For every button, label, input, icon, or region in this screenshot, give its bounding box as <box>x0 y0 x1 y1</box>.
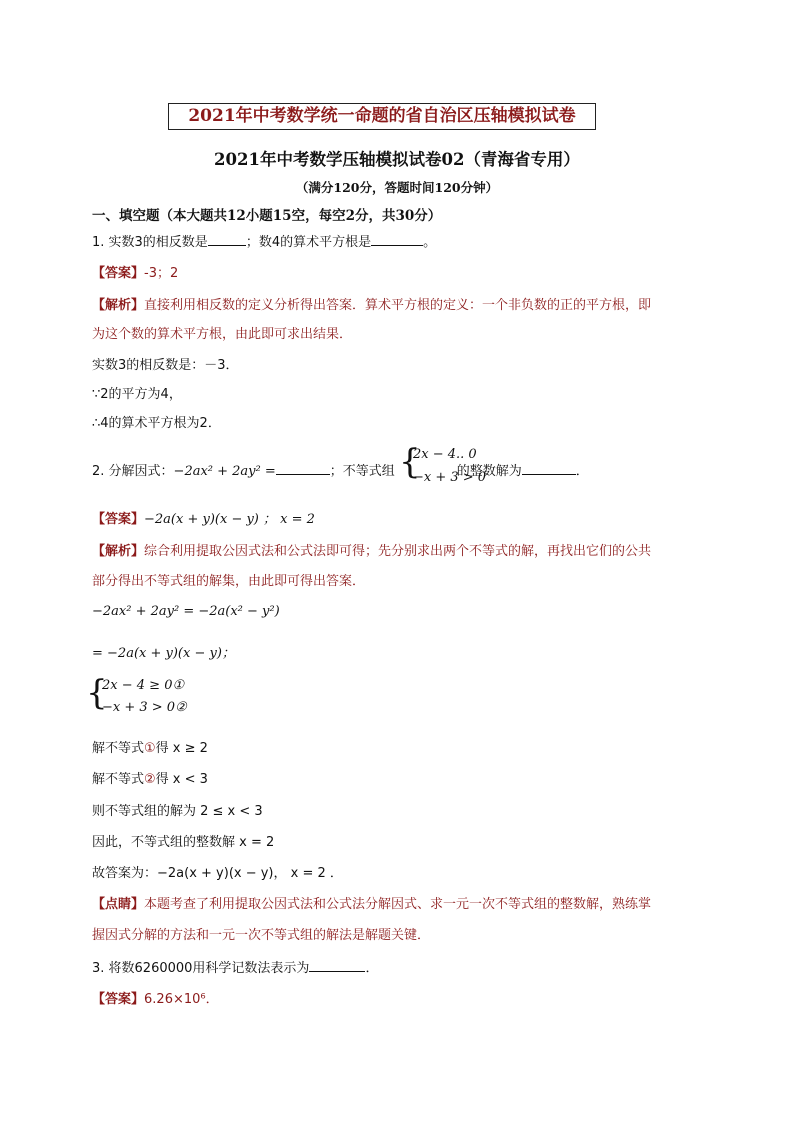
q2-comment-cont: 握因式分解的方法和一元一次不等式组的解法是解题关键． <box>92 928 431 943</box>
answer-blank <box>371 233 423 246</box>
q2-solution-step: 则不等式组的解为 2 ≤ x < 3 <box>92 804 263 819</box>
inequality-1: 2x − 4 ≥ 0① <box>102 678 185 693</box>
inequality-system-top: 2x − 4.. 0 <box>413 447 477 462</box>
q1-step: 实数3的相反数是：－3． <box>92 358 239 373</box>
q2-analysis: 【解析】综合利用提取公因式法和公式法即可得；先分别求出两个不等式的解，再找出它们的公共 <box>92 544 652 559</box>
q2-solution-step: 解不等式②得 x < 3 <box>92 772 208 787</box>
answer-blank <box>276 462 330 475</box>
q3-answer: 【答案】6.26×10⁶． <box>92 992 219 1007</box>
q2-solution-step: 解不等式①得 x ≥ 2 <box>92 741 208 756</box>
question-2: 2. 分解因式：−2ax² + 2ay² = ；不等式组 的整数解为 ． <box>92 464 589 479</box>
answer-blank <box>309 959 365 972</box>
answer-blank <box>208 233 246 246</box>
inequality-system-bottom: −x + 3 > 0 <box>413 470 487 485</box>
q1-analysis-cont: 为这个数的算术平方根，由此即可求出结果． <box>92 327 353 342</box>
q2-solution-step: 因此，不等式组的整数解 x = 2 <box>92 835 275 850</box>
question-3: 3. 将数6260000用科学记数法表示为 ． <box>92 961 379 976</box>
section-heading: 一、填空题（本大题共12小题15空，每空2分，共30分） <box>92 208 442 224</box>
brace-icon: { <box>399 442 421 482</box>
q2-answer: 【答案】−2a(x + y)(x − y) ； x = 2 <box>92 512 315 527</box>
q2-final-answer: 故答案为：−2a(x + y)(x − y)， x = 2 ． <box>92 866 343 881</box>
brace-icon: { <box>86 673 108 713</box>
q2-analysis-cont: 部分得出不等式组的解集，由此即可得出答案． <box>92 574 366 589</box>
exam-series-banner: 2021年中考数学统一命题的省自治区压轴模拟试卷 <box>168 103 596 130</box>
exam-info: （满分120分，答题时间120分钟） <box>295 180 499 195</box>
q1-answer: 【答案】-3；2 <box>92 266 179 281</box>
q1-step: ∵2的平方为4， <box>92 387 182 402</box>
q2-comment: 【点睛】本题考查了利用提取公因式法和公式法分解因式、求一元一次不等式组的整数解，熟练掌 <box>92 897 652 912</box>
q2-step: = −2a(x + y)(x − y)； <box>92 646 235 661</box>
q1-analysis: 【解析】直接利用相反数的定义分析得出答案．算术平方根的定义：一个非负数的正的平方根，即 <box>92 298 652 313</box>
q2-step: −2ax² + 2ay² = −2a(x² − y²) <box>92 604 280 619</box>
page-title: 2021年中考数学压轴模拟试卷02（青海省专用） <box>214 150 580 169</box>
q1-step: ∴4的算术平方根为2． <box>92 416 221 431</box>
inequality-2: −x + 3 > 0② <box>102 700 187 715</box>
answer-blank <box>522 462 576 475</box>
question-1: 1. 实数3的相反数是 ；数4的算术平方根是 。 <box>92 235 437 250</box>
